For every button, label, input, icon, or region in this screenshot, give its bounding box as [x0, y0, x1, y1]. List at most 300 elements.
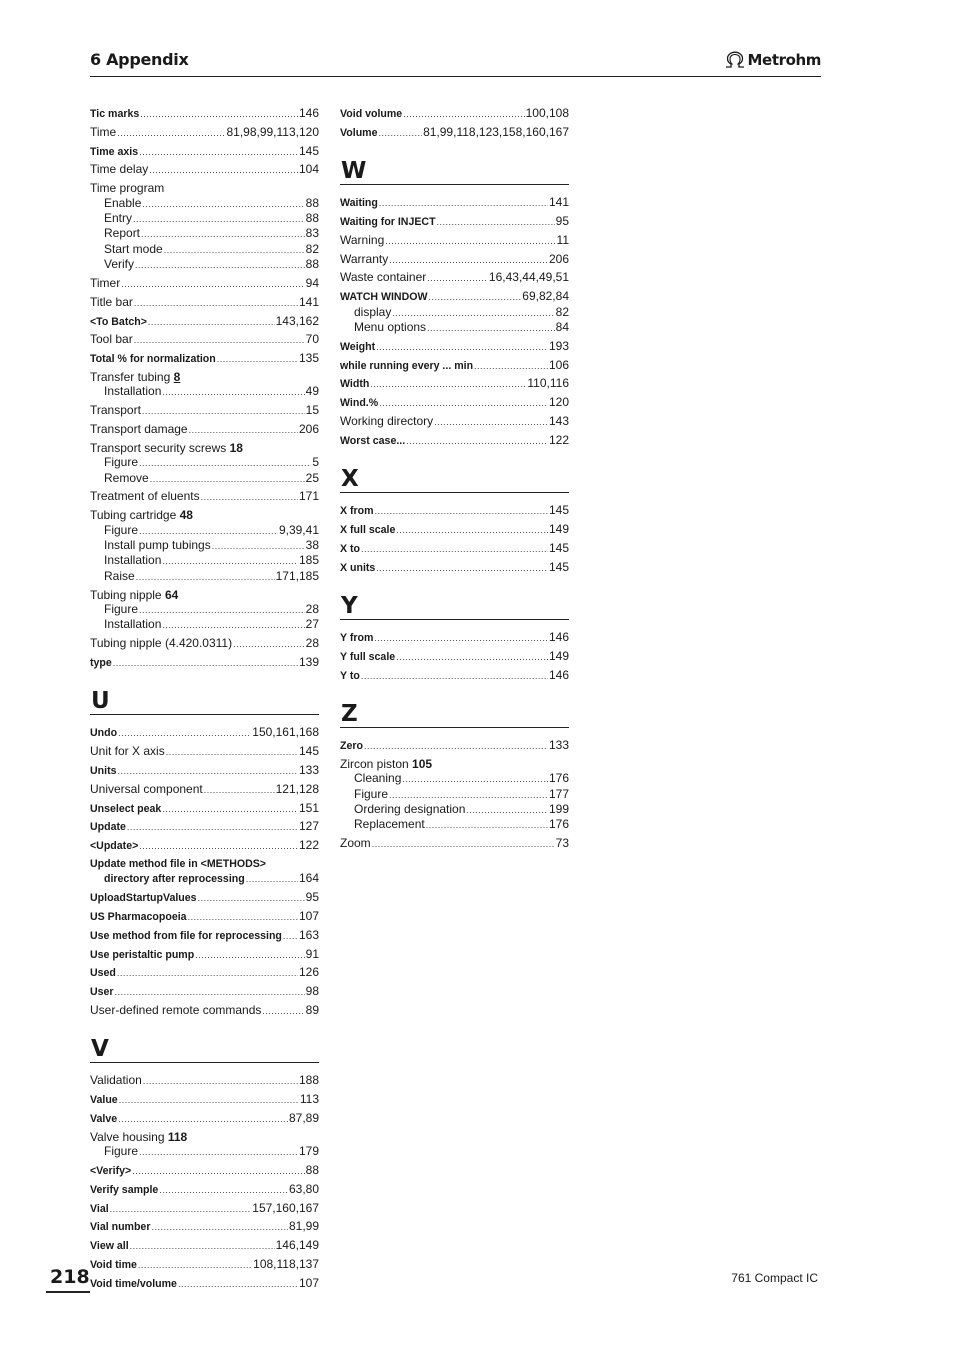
index-entry [90, 984, 319, 999]
index-entry [90, 838, 319, 853]
index-term-text: type [90, 657, 112, 670]
index-entry [340, 214, 569, 229]
brand-name: Metrohm [747, 51, 821, 69]
page-references: 135 [298, 351, 319, 366]
leader-dots [164, 243, 305, 257]
index-term-text: Menu options [354, 320, 427, 334]
index-entry [340, 233, 569, 248]
index-subentry [90, 538, 319, 553]
index-entry [90, 332, 319, 347]
index-term-text: Worst case... [340, 434, 406, 447]
figure-reference: 64 [164, 587, 179, 602]
index-entry [90, 295, 319, 310]
index-term [90, 315, 147, 329]
page-references: 122 [548, 432, 569, 447]
leader-dots [119, 1093, 299, 1107]
index-term [90, 1130, 187, 1144]
index-entry [340, 195, 569, 210]
page-header [90, 50, 821, 77]
page-references: 143 [548, 413, 569, 428]
leader-dots [233, 637, 305, 651]
index-entry [90, 403, 319, 418]
index-term [90, 1003, 261, 1017]
leader-dots [139, 1145, 298, 1159]
leader-dots [162, 385, 304, 399]
page-references: 206 [548, 251, 569, 266]
index-term-text: UploadStartupValues [90, 892, 197, 905]
leader-dots [376, 340, 548, 354]
index-term-text: Title bar [90, 294, 133, 309]
page-references: 82 [555, 304, 569, 319]
page-references: 107 [298, 909, 319, 924]
index-term [90, 422, 188, 436]
page-references: 206 [298, 422, 319, 436]
index-subentry [90, 471, 319, 486]
leader-dots [139, 524, 278, 538]
index-term-text: Undo [90, 727, 118, 740]
index-entry [90, 965, 319, 980]
index-entry [90, 1219, 319, 1234]
index-entry [90, 144, 319, 159]
leader-dots [389, 788, 548, 802]
leader-dots [474, 359, 548, 373]
leader-dots [140, 107, 298, 121]
index-entry [90, 162, 319, 177]
page-references: 141 [548, 195, 569, 210]
section-letter: Z [341, 700, 358, 727]
index-term-text: Working directory [340, 413, 434, 428]
leader-dots [117, 126, 225, 140]
leader-dots [134, 296, 298, 310]
index-term [90, 107, 139, 121]
index-entry [340, 668, 569, 683]
index-term-text: Verify sample [90, 1183, 159, 1196]
index-term-text: Time program [90, 181, 165, 196]
metrohm-omega-icon [724, 51, 746, 69]
index-entry [340, 125, 569, 140]
index-term [90, 1183, 158, 1197]
index-entry [90, 441, 319, 455]
index-term [104, 872, 245, 886]
section-letter: W [341, 158, 367, 185]
index-term-text: Wind.% [340, 397, 379, 410]
leader-dots [141, 227, 305, 241]
leader-dots [204, 783, 275, 797]
index-term-text: Figure [104, 455, 139, 470]
page-references: 120 [548, 395, 569, 410]
index-entry [340, 630, 569, 645]
index-entry [90, 819, 319, 834]
index-term [90, 1239, 129, 1253]
index-entry [90, 508, 319, 522]
index-term [90, 948, 194, 962]
leader-dots [133, 212, 305, 226]
index-term [354, 305, 391, 319]
leader-dots [201, 490, 298, 504]
index-entry [90, 763, 319, 778]
leader-dots [396, 523, 548, 537]
section-title: 6 Appendix [90, 50, 189, 69]
page-references: 108,118,137 [253, 1256, 319, 1271]
index-term-text: Valve housing [90, 1129, 165, 1144]
index-term-text: X units [340, 561, 376, 574]
index-term [340, 434, 405, 448]
index-entry [340, 395, 569, 410]
index-term-text: US Pharmacopoeia [90, 911, 187, 924]
leader-dots [135, 258, 305, 272]
index-term [90, 656, 112, 670]
index-term [90, 125, 116, 139]
leader-dots [139, 456, 311, 470]
index-entry [90, 489, 319, 504]
index-term-text: Units [90, 765, 117, 778]
index-subentry [340, 305, 569, 320]
leader-dots [378, 126, 422, 140]
leader-dots [118, 1112, 288, 1126]
index-term [90, 588, 178, 602]
index-term-text: <Verify> [90, 1165, 132, 1177]
figure-reference: 48 [179, 508, 193, 523]
index-term [90, 276, 120, 290]
index-term-text: Time axis [90, 145, 139, 158]
page-references: 104 [298, 162, 319, 177]
page-references: 81,99,118,123,158,160,167 [423, 124, 569, 139]
leader-dots [188, 910, 298, 924]
index-term [340, 215, 436, 229]
index-entry [90, 422, 319, 437]
page-references: 133 [548, 737, 569, 752]
index-term-text: Volume [340, 126, 378, 139]
index-entry [90, 181, 319, 195]
index-term-text: X from [340, 505, 374, 518]
index-term-text: Cleaning [354, 771, 402, 786]
leader-dots [434, 415, 548, 429]
index-term-text: directory after reprocessing [104, 873, 245, 886]
index-entry [90, 588, 319, 602]
index-entry [90, 857, 319, 871]
index-term-text: Remove [104, 470, 149, 485]
index-entry [90, 370, 319, 384]
index-column-right [340, 106, 569, 852]
leader-dots [143, 1074, 298, 1088]
page-references: 145 [548, 559, 569, 574]
leader-dots [162, 618, 304, 632]
index-term-text: Void time [90, 1258, 137, 1271]
leader-dots [375, 504, 548, 518]
page-references: 164 [298, 871, 319, 886]
page-references: 188 [298, 1073, 319, 1088]
index-term [90, 403, 141, 417]
leader-dots [406, 434, 548, 448]
index-entry [340, 738, 569, 753]
index-term-text: Vial [90, 1202, 109, 1215]
page-references: 15 [305, 403, 319, 418]
index-term [340, 631, 373, 645]
leader-dots [138, 1258, 252, 1272]
index-term-text: Void time/volume [90, 1277, 177, 1290]
index-term [90, 966, 116, 980]
leader-dots [427, 271, 488, 285]
index-term-text: WATCH WINDOW [340, 291, 428, 304]
index-term-text: Use peristaltic pump [90, 948, 195, 961]
index-entry [90, 1276, 319, 1291]
index-term [340, 233, 384, 247]
index-term-text: Use method from file for reprocessing [90, 929, 282, 942]
index-term-text: Unselect peak [90, 802, 162, 815]
leader-dots [148, 315, 275, 329]
index-term [104, 211, 132, 225]
index-term-text: Ordering designation [354, 802, 466, 816]
index-entry [90, 1163, 319, 1178]
leader-dots [262, 1004, 304, 1018]
index-term [104, 617, 161, 631]
index-entry [340, 252, 569, 267]
figure-reference: 18 [229, 440, 243, 455]
index-term [354, 802, 465, 816]
index-term-text: X full scale [340, 523, 396, 536]
index-term-text: User [90, 986, 114, 999]
leader-dots [162, 802, 298, 816]
index-term-text: Y from [340, 631, 374, 644]
index-term [90, 782, 203, 796]
leader-dots [379, 396, 548, 410]
index-term-text: Valve [90, 1113, 118, 1125]
index-entry [90, 1182, 319, 1197]
leader-dots [142, 404, 305, 418]
index-term [90, 857, 266, 871]
page-references: 16,43,44,49,51 [488, 270, 569, 285]
index-term-text: Validation [90, 1073, 142, 1088]
index-term-text: display [354, 304, 392, 319]
index-term [90, 910, 187, 924]
page-references: 27 [305, 617, 319, 632]
index-entry [90, 1003, 319, 1018]
page-references: 177 [548, 786, 569, 801]
index-subentry [90, 226, 319, 241]
index-term [90, 1277, 177, 1291]
index-term-text: Value [90, 1094, 118, 1107]
leader-dots [426, 818, 548, 832]
index-subentry [90, 523, 319, 538]
index-term [90, 145, 138, 159]
index-term-text: Zero [340, 739, 363, 752]
index-subentry [90, 384, 319, 399]
index-term-text: <To Batch> [90, 315, 147, 328]
index-term [340, 340, 375, 354]
leader-dots [115, 985, 305, 999]
page-references: 176 [548, 817, 569, 832]
leader-dots [403, 107, 524, 121]
index-term-text: Y to [340, 669, 360, 682]
page-references: 176 [548, 771, 569, 786]
index-term [90, 352, 216, 366]
index-term [90, 489, 200, 503]
page-references: 199 [548, 802, 569, 816]
index-subentry [340, 817, 569, 832]
index-entry [90, 1238, 319, 1253]
page-references: 139 [298, 655, 319, 670]
leader-dots [117, 966, 298, 980]
leader-dots [139, 145, 298, 159]
index-term [354, 787, 388, 801]
leader-dots [117, 764, 297, 778]
index-term-text: Used [90, 967, 116, 980]
index-entry [90, 1111, 319, 1126]
index-term [90, 929, 282, 943]
index-term-text: <Update> [90, 840, 139, 853]
leader-dots [246, 872, 298, 886]
index-term-text: Time delay [90, 162, 149, 177]
index-term [104, 384, 161, 398]
page-references: 73 [555, 836, 569, 851]
index-term-text: Transport [90, 403, 141, 418]
leader-dots [389, 253, 548, 267]
index-term-text: Zoom [340, 836, 371, 851]
page-references: 145 [298, 143, 319, 158]
index-term [340, 396, 378, 410]
index-entry [90, 1257, 319, 1272]
page-references: 146 [298, 106, 319, 120]
index-term [90, 1164, 131, 1178]
index-entry [340, 270, 569, 285]
leader-dots [139, 839, 298, 853]
leader-dots [427, 321, 555, 335]
index-term [90, 1258, 137, 1272]
brand-logo [724, 51, 821, 69]
page-references: 82 [305, 241, 319, 256]
page-references: 193 [548, 338, 569, 353]
index-term-text: Treatment of eluents [90, 489, 200, 504]
index-term-text: User-defined remote commands [90, 1003, 262, 1017]
index-entry [340, 106, 569, 121]
index-entry [340, 358, 569, 373]
index-entry [90, 655, 319, 670]
index-term-text: Report [104, 226, 141, 241]
leader-dots [372, 837, 555, 851]
index-term-text: Y full scale [340, 650, 396, 663]
index-term [90, 744, 165, 758]
page-references: 149 [548, 521, 569, 536]
index-entry [90, 725, 319, 740]
index-term-text: Update [90, 821, 126, 834]
index-term-text: Tubing cartridge [90, 508, 177, 523]
page-references: 146 [548, 667, 569, 682]
index-term [340, 542, 360, 556]
index-entry [90, 636, 319, 651]
index-term-text: Installation [104, 553, 162, 568]
index-term [90, 726, 117, 740]
index-term [340, 757, 432, 771]
index-subentry [90, 455, 319, 470]
index-term-text: while running every ... min [340, 359, 474, 372]
index-term [340, 126, 377, 140]
index-entry [90, 125, 319, 140]
index-term [104, 569, 135, 583]
leader-dots [150, 472, 305, 486]
index-term [340, 739, 363, 753]
index-term [340, 669, 360, 683]
index-term [90, 1220, 150, 1234]
leader-dots [134, 333, 305, 347]
index-term-text: Installation [104, 617, 162, 632]
document-title: 761 Compact IC [731, 1271, 818, 1285]
page-references: 133 [298, 763, 319, 778]
leader-dots [132, 1164, 304, 1178]
page-references: 143,162 [275, 313, 319, 328]
index-term [340, 650, 395, 664]
figure-reference: 8 [173, 370, 181, 384]
index-term [90, 181, 164, 195]
leader-dots [166, 745, 298, 759]
index-subentry [90, 602, 319, 617]
leader-dots [392, 306, 554, 320]
index-term [90, 441, 243, 455]
page-references: 89 [305, 1003, 319, 1017]
index-entry [90, 314, 319, 329]
leader-dots [374, 631, 548, 645]
page-references: 149 [548, 648, 569, 663]
index-entry [340, 649, 569, 664]
leader-dots [396, 650, 548, 664]
index-entry [90, 801, 319, 816]
page-references: 95 [305, 890, 319, 905]
index-subentry [340, 787, 569, 802]
page-references: 69,82,84 [522, 289, 569, 304]
index-subentry [340, 320, 569, 335]
page-references: 98 [305, 984, 319, 999]
leader-dots [370, 377, 526, 391]
index-entry [90, 1201, 319, 1216]
index-term [104, 602, 138, 616]
index-term-text: Enable [104, 195, 142, 210]
index-term-text: Tubing nipple (4.420.0311) [90, 636, 233, 651]
index-term [104, 455, 138, 469]
leader-dots [361, 542, 548, 556]
index-subentry [340, 771, 569, 786]
index-term [90, 370, 180, 384]
index-term [340, 561, 375, 575]
index-term-text: Replacement [354, 817, 425, 832]
index-term-text: Tubing nipple [90, 587, 162, 602]
index-subentry [90, 211, 319, 226]
page-references: 145 [548, 540, 569, 555]
page-references: 5 [312, 455, 319, 470]
section-letter-heading [340, 701, 569, 728]
index-entry [340, 541, 569, 556]
index-subentry [90, 1144, 319, 1159]
index-term-text: Raise [104, 568, 135, 583]
leader-dots [466, 803, 548, 817]
leader-dots [402, 772, 548, 786]
page-references: 88 [305, 1163, 319, 1177]
index-entry [340, 560, 569, 575]
index-subentry [90, 242, 319, 257]
page-references: 70 [305, 332, 319, 347]
index-entry [340, 433, 569, 448]
index-entry [90, 744, 319, 759]
leader-dots [127, 820, 298, 834]
leader-dots [162, 554, 298, 568]
index-term [354, 771, 401, 785]
index-term-text: Installation [104, 384, 162, 399]
leader-dots [136, 570, 275, 584]
index-term-text: Transfer tubing [90, 370, 171, 384]
index-term-text: Install pump tubings [104, 538, 211, 553]
index-term [90, 1093, 118, 1107]
index-entry [90, 947, 319, 962]
page-references: 107 [298, 1275, 319, 1290]
index-entry [90, 1092, 319, 1107]
